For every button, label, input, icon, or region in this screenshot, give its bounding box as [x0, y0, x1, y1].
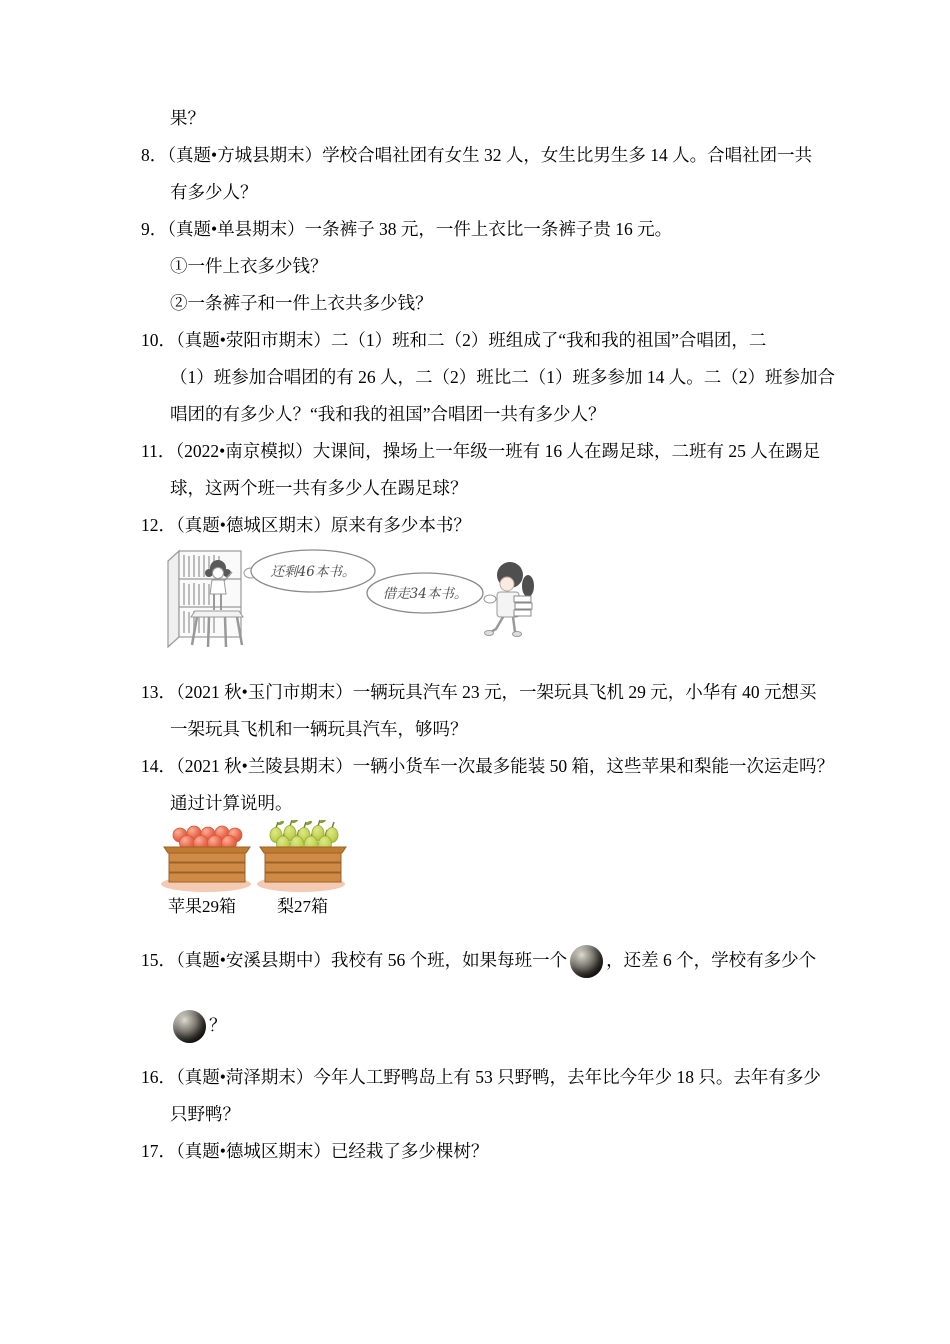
pear-crate-icon	[257, 820, 346, 892]
speech-bubble-borrowed	[367, 573, 496, 613]
apple-count-label: 苹果29箱	[168, 897, 236, 916]
line-q8-2: 有多少人？	[170, 182, 258, 202]
line-q15-1	[141, 938, 816, 983]
q15-text-after: ，还差 6 个，学校有多少个	[606, 950, 817, 970]
speech-bubble-remaining	[244, 550, 375, 592]
bookshelf-icon	[168, 551, 241, 647]
line-q13-1: 13．（2021 秋•玉门市期末）一辆玩具汽车 23 元，一架玩具飞机 29 元，小华有 40 元想买	[141, 682, 817, 702]
q15-tail: ？	[209, 1015, 227, 1035]
apple-crate-icon	[161, 826, 251, 892]
line-q14-2: 通过计算说明。	[170, 793, 293, 813]
bubble-remaining-text: 还剩46本书。	[270, 564, 356, 580]
line-q10-1: 10．（真题•荥阳市期末）二（1）班和二（2）班组成了“我和我的祖国”合唱团，二	[141, 330, 767, 350]
line-q17-1: 17．（真题•德城区期末）已经栽了多少棵树？	[141, 1141, 489, 1161]
line-q14-1: 14．（2021 秋•兰陵县期末）一辆小货车一次最多能装 50 箱，这些苹果和梨能一次运走吗？	[141, 756, 834, 776]
basketball-icon	[173, 1010, 206, 1043]
pear-count-label: 梨27箱	[277, 897, 328, 916]
fruit-crates-illustration	[160, 820, 350, 895]
line-q9-sub1: ①一件上衣多少钱？	[170, 256, 328, 276]
line-q8-1: 8．（真题•方城县期末）学校合唱社团有女生 32 人，女生比男生多 14 人。合唱社团一共	[141, 145, 813, 165]
bubble-borrowed-text: 借走34本书。	[382, 586, 468, 602]
line-q12-1: 12．（真题•德城区期末）原来有多少本书？	[141, 515, 471, 535]
line-q13-2: 一架玩具飞机和一辆玩具汽车，够吗？	[170, 719, 468, 739]
line-q10-2: （1）班参加合唱团的有 26 人，二（2）班比二（1）班多参加 14 人。二（2）班参加合	[170, 367, 835, 387]
line-q16-1: 16．（真题•菏泽期末）今年人工野鸭岛上有 53 只野鸭，去年比今年少 18 只。去年有多少	[141, 1067, 821, 1087]
line-q11-2: 球，这两个班一共有多少人在踢足球？	[170, 478, 468, 498]
line-q15-2	[170, 1004, 227, 1046]
q15-text-before: 15．（真题•安溪县期中）我校有 56 个班，如果每班一个	[141, 950, 568, 970]
line-q16-2: 只野鸭？	[170, 1104, 240, 1124]
library-borrow-illustration	[163, 543, 553, 665]
basketball-icon	[570, 945, 603, 978]
line-q9-1: 9．（真题•单县期末）一条裤子 38 元，一件上衣比一条裤子贵 16 元。	[141, 219, 673, 239]
line-q7-cont: 果？	[170, 108, 205, 128]
line-q11-1: 11．（2022•南京模拟）大课间，操场上一年级一班有 16 人在踢足球，二班有 25 人在踢足	[141, 441, 821, 461]
line-q9-sub2: ②一条裤子和一件上衣共多少钱？	[170, 293, 433, 313]
line-q10-3: 唱团的有多少人？“我和我的祖国”合唱团一共有多少人？	[170, 404, 606, 424]
